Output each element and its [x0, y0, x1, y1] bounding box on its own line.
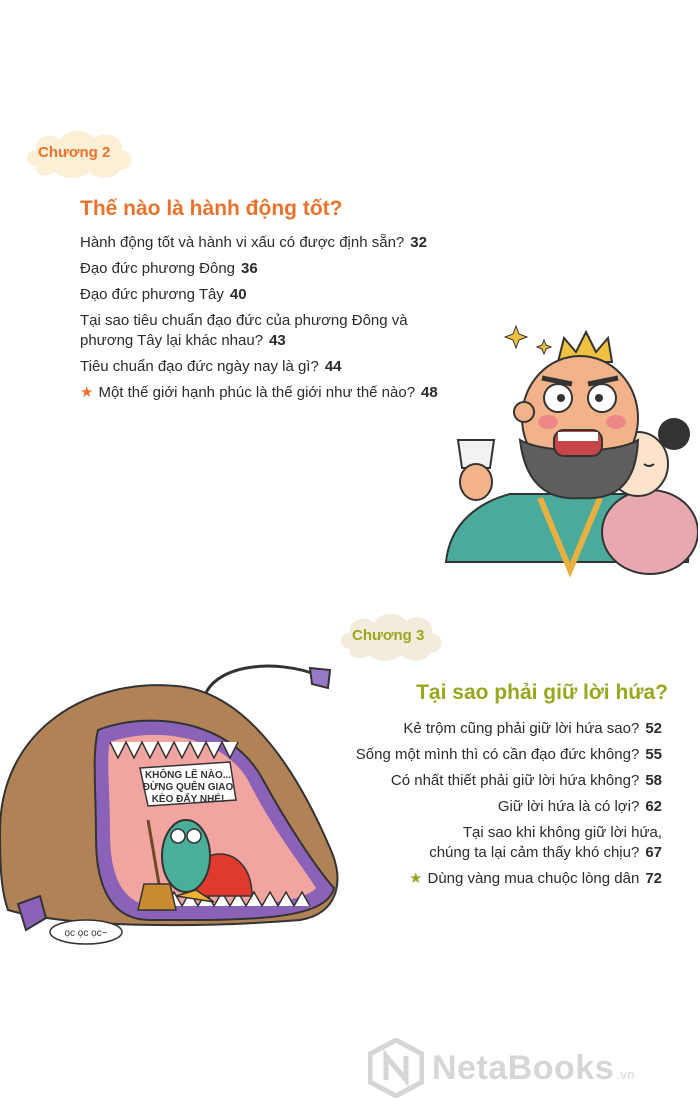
toc-title: Tại sao tiêu chuẩn đạo đức của phương Đông và — [80, 312, 408, 329]
toc-entry[interactable] — [80, 285, 500, 305]
toc-entry[interactable] — [80, 383, 500, 403]
toc-title: Giữ lời hứa là có lợi? — [497, 798, 640, 815]
toc-title: Tại sao khi không giữ lời hứa, — [462, 824, 662, 841]
toc-title: Có nhất thiết phải giữ lời hứa không? — [390, 772, 640, 789]
toc-page-number: 55 — [645, 746, 662, 763]
toc-page-number: 67 — [645, 844, 662, 861]
toc-page-number: 36 — [241, 260, 258, 277]
toc-page-number: 72 — [645, 870, 662, 887]
toc-line — [80, 331, 500, 351]
speech-line-1: KHÔNG LẼ NÀO... — [144, 770, 232, 781]
chapter2-title: Thế nào là hành động tốt? — [80, 197, 343, 220]
toc-title: Kẻ trộm cũng phải giữ lời hứa sao? — [403, 720, 640, 737]
speech-line-2: ĐỪNG QUÊN GIAO — [142, 782, 234, 793]
toc-page-number: 44 — [324, 358, 342, 375]
toc-line — [80, 233, 500, 253]
toc-title: Một thế giới hạnh phúc là thế giới như thế nào? — [98, 384, 416, 401]
toc-line — [80, 285, 500, 305]
toc-page-number: 32 — [410, 234, 427, 251]
chapter2-label: Chương 2 — [38, 144, 111, 161]
star-icon: ★ — [80, 384, 94, 401]
toc-line — [80, 259, 500, 279]
toc-title: Đạo đức phương Tây — [80, 286, 224, 303]
star-icon: ★ — [409, 870, 423, 887]
brand-name: NetaBooks — [432, 1048, 615, 1087]
chapter3-label: Chương 3 — [352, 627, 425, 644]
toc-title: Tiêu chuẩn đạo đức ngày nay là gì? — [80, 358, 319, 375]
toc-entry[interactable] — [80, 259, 500, 279]
brand-tld: .vn — [616, 1066, 635, 1082]
toc-line — [80, 357, 500, 377]
toc-title: Đạo đức phương Đông — [80, 260, 236, 277]
chapter3-title: Tại sao phải giữ lời hứa? — [416, 681, 668, 704]
chapter2-toc — [80, 233, 500, 409]
toc-title: chúng ta lại cảm thấy khó chịu? — [429, 844, 640, 861]
toc-title: phương Tây lại khác nhau? — [80, 332, 264, 349]
toc-entry[interactable] — [80, 233, 500, 253]
netabooks-watermark — [368, 1038, 635, 1098]
toc-title: Dùng vàng mua chuộc lòng dân — [427, 870, 640, 887]
emperor-illustration — [440, 322, 698, 580]
toc-entry[interactable] — [80, 357, 500, 377]
netabooks-logo-icon — [368, 1038, 424, 1098]
toc-title: Sống một mình thì có cần đạo đức không? — [355, 746, 640, 763]
toc-line — [80, 311, 500, 331]
toc-line — [80, 383, 500, 403]
toc-page-number: 43 — [269, 332, 286, 349]
speech-line-3: KÈO ĐẤY NHÉ! — [151, 794, 225, 805]
netabooks-brand — [432, 1049, 635, 1088]
toc-page-number: 58 — [645, 772, 662, 789]
toc-page-number: 40 — [229, 286, 247, 303]
toc-page-number: 62 — [645, 798, 662, 815]
toc-page-number: 48 — [421, 384, 438, 401]
toc-entry[interactable] — [80, 311, 500, 351]
monster-illustration — [0, 658, 360, 954]
toc-page-number: 52 — [645, 720, 662, 737]
toc-title: Hành động tốt và hành vi xấu có được định sẵn? — [80, 234, 405, 251]
snore-text: ọc ọc ọc~ — [64, 928, 108, 939]
